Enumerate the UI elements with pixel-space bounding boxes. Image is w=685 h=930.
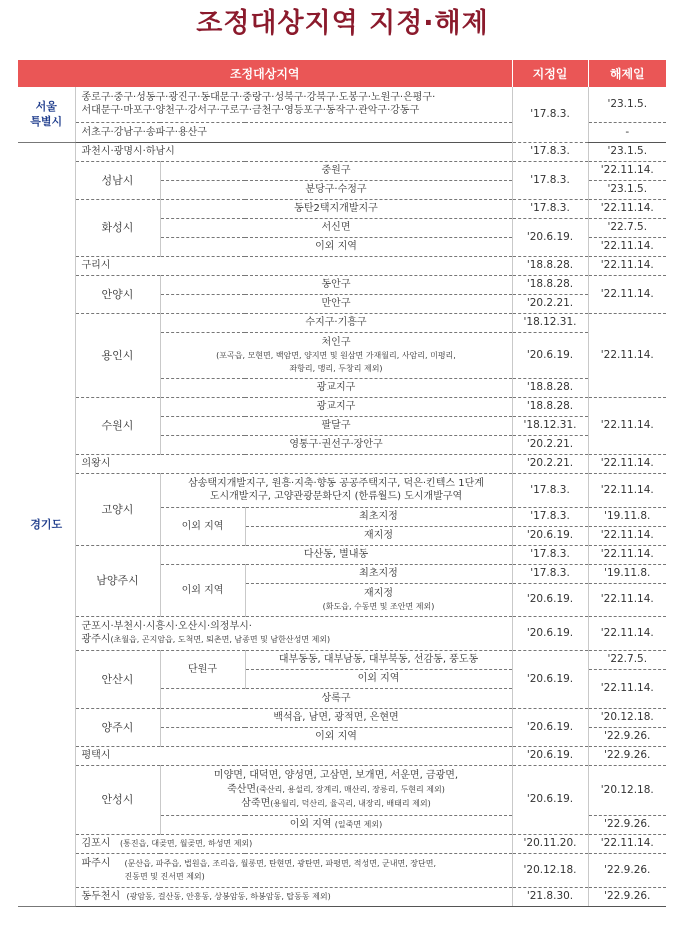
area-line: 군포시·부천시·시흥시·오산시·의정부시· [81, 621, 252, 632]
area-cell: 과천시·광명시·하남시 [75, 142, 512, 161]
area-name: 광주시 [81, 634, 111, 645]
released-date: '22.11.14. [588, 669, 666, 708]
area-cell: 구리시 [75, 256, 512, 275]
area-line [167, 797, 506, 811]
sub-area-cell: 다산동, 별내동 [160, 545, 512, 564]
sub-area-cell: 이외 지역 [245, 669, 512, 688]
designated-date: '18.12.31. [512, 416, 588, 435]
designated-date: '20.6.19. [512, 746, 588, 765]
released-date: '22.11.14. [588, 583, 666, 616]
sub-area-cell: 동탄2택지개발지구 [160, 199, 512, 218]
released-date: '22.11.14. [588, 256, 666, 275]
exclusion-note: (통진읍, 대곶면, 월곶면, 하성면 제외) [120, 839, 253, 848]
area-name: 삼죽면 [241, 798, 271, 809]
sub-area-cell: 백석읍, 남면, 광적면, 은현면 [160, 708, 512, 727]
table-row [18, 708, 666, 727]
table-row [18, 765, 666, 815]
released-date: '22.9.26. [588, 853, 666, 887]
city-cell: 안성시 [75, 765, 160, 834]
area-cell: 종로구·중구·성동구·광진구·동대문구·중랑구·성북구·강북구·도봉구·노원구·은평구· 서대문구·마포구·양천구·강서구·구로구·금천구·영등포구·동작구·관악구·강동구 [75, 87, 512, 122]
sub-area-cell [160, 815, 512, 834]
exclusion-note: (일죽면 제외) [334, 820, 383, 829]
city-cell: 성남시 [75, 161, 160, 199]
designated-date: '20.6.19. [512, 765, 588, 834]
exclusion-note: (초월읍, 곤지암읍, 도척면, 퇴촌면, 남종면 및 남한산성면 제외) [110, 635, 331, 644]
designated-date: '17.8.3. [512, 473, 588, 507]
sub-area-cell: 서신면 [160, 218, 512, 237]
sub-area-cell: 동안구 [160, 275, 512, 294]
released-date: '22.11.14. [588, 616, 666, 650]
released-date: '23.1.5. [588, 180, 666, 199]
designated-date: '20.12.18. [512, 853, 588, 887]
sub-area-cell: 분당구·수정구 [160, 180, 512, 199]
designated-date: '17.8.3. [512, 87, 588, 142]
table-row [18, 887, 666, 906]
area-cell: 평택시 [75, 746, 512, 765]
sub-area-cell: 광교지구 [160, 378, 512, 397]
exclusion-note: (문산읍, 파주읍, 법원읍, 조리읍, 월롱면, 탄현면, 광탄면, 파평면, 적성면, 군내면, 장단면, 진동면 및 진서면 제외) [124, 859, 437, 881]
released-date: '22.9.26. [588, 815, 666, 834]
designated-date: '20.6.19. [512, 583, 588, 616]
city-cell: 화성시 [75, 199, 160, 256]
sub-area-cell: 영통구·권선구·장안구 [160, 435, 512, 454]
area-cell [75, 887, 512, 906]
table-row [18, 616, 666, 650]
released-date: '22.7.5. [588, 218, 666, 237]
released-date: '20.12.18. [588, 708, 666, 727]
designated-date: '17.8.3. [512, 161, 588, 199]
designated-date: '18.8.28. [512, 275, 588, 294]
header-designated: 지정일 [512, 60, 588, 87]
region-gyeonggi: 경기도 [18, 142, 75, 906]
area-cell [75, 616, 512, 650]
city-cell: 고양시 [75, 473, 160, 545]
sub-area-cell: 만안구 [160, 294, 512, 313]
sub-area-cell: 삼송택지개발지구, 원흥·지축·향동 공공주택지구, 덕은·킨텍스 1단계 도시개발지구, 고양관광문화단지 (한류월드) 도시개발구역 [160, 473, 512, 507]
released-date: '19.11.8. [588, 564, 666, 583]
designated-date: '18.8.28. [512, 256, 588, 275]
designated-date: '17.8.3. [512, 564, 588, 583]
sub-area-cell: 상록구 [160, 688, 512, 708]
city-cell: 안산시 [75, 650, 160, 708]
city-cell: 남양주시 [75, 545, 160, 616]
sub-area-cell: 팔달구 [160, 416, 512, 435]
header-released: 해제일 [588, 60, 666, 87]
designation-table [18, 60, 666, 907]
area-cell: 의왕시 [75, 454, 512, 473]
sub-area-name: 처인구 [321, 336, 351, 348]
area-line [167, 783, 506, 797]
area-name: 동두천시 [81, 891, 121, 902]
table-row [18, 275, 666, 294]
area-name: 이외 지역 [289, 819, 332, 830]
released-date: '23.1.5. [588, 142, 666, 161]
area-line: 미양면, 대덕면, 양성면, 고삼면, 보개면, 서운면, 금광면, [213, 770, 459, 781]
area-name: 파주시 [81, 858, 111, 869]
sub-area-cell [160, 332, 512, 378]
area-cell [75, 834, 512, 853]
designated-date: '20.6.19. [512, 616, 588, 650]
exclusion-note: (화도읍, 수동면 및 조안면 제외) [322, 601, 435, 611]
header-area: 조정대상지역 [18, 60, 512, 87]
table-row [18, 87, 666, 122]
page-title: 조정대상지역 지정·해제 [196, 8, 489, 39]
sub-area-name: 재지정 [364, 587, 393, 599]
sub-area-cell: 최초지정 [245, 564, 512, 583]
sub-area-cell: 이외 지역 [160, 237, 512, 256]
designated-date: '21.8.30. [512, 887, 588, 906]
designated-date: '20.2.21. [512, 454, 588, 473]
sub-area-cell: 중원구 [160, 161, 512, 180]
released-date: '22.11.14. [588, 199, 666, 218]
table-row [18, 545, 666, 564]
released-date: '22.11.14. [588, 275, 666, 313]
released-date: '22.7.5. [588, 650, 666, 669]
designated-date: '20.2.21. [512, 294, 588, 313]
designated-date: '18.8.28. [512, 378, 588, 397]
city-cell: 수원시 [75, 397, 160, 454]
designated-date: '17.8.3. [512, 142, 588, 161]
released-date: '22.11.14. [588, 161, 666, 180]
designated-date: '17.8.3. [512, 545, 588, 564]
city-cell: 안양시 [75, 275, 160, 313]
designated-date: '20.6.19. [512, 650, 588, 708]
table-row [18, 161, 666, 180]
exclusion-note: (죽산리, 용설리, 장계리, 매산리, 장릉리, 두현리 제외) [256, 785, 445, 794]
released-date: '22.11.14. [588, 545, 666, 564]
sub-area-cell: 최초지정 [245, 507, 512, 526]
table-row [18, 256, 666, 275]
released-date: '22.11.14. [588, 526, 666, 545]
designated-date: '20.11.20. [512, 834, 588, 853]
region-seoul: 서울 특별시 [18, 87, 75, 142]
table-row [18, 142, 666, 161]
sub-area-cell [245, 583, 512, 616]
other-area-cell: 이외 지역 [160, 564, 245, 616]
city-cell: 양주시 [75, 708, 160, 746]
area-name: 김포시 [81, 838, 111, 849]
sub-area-cell: 수지구·기흥구 [160, 313, 512, 332]
paju-inner [82, 857, 437, 883]
designated-date: '20.6.19. [512, 526, 588, 545]
other-area-cell: 이외 지역 [160, 507, 245, 545]
sub-area-cell: 이외 지역 [160, 727, 512, 746]
released-date: '22.11.14. [588, 313, 666, 397]
designated-date: '17.8.3. [512, 199, 588, 218]
released-date: '23.1.5. [588, 87, 666, 122]
table-row [18, 746, 666, 765]
designated-date: '20.6.19. [512, 332, 588, 378]
sub-area-cell: 대부동동, 대부남동, 대부북동, 선감동, 풍도동 [245, 650, 512, 669]
area-cell: 서초구·강남구·송파구·용산구 [75, 122, 512, 142]
released-date: '22.9.26. [588, 746, 666, 765]
table-row [18, 454, 666, 473]
sub-area-cell [160, 765, 512, 815]
sub-area-cell: 재지정 [245, 526, 512, 545]
table-row [18, 834, 666, 853]
table-row [18, 397, 666, 416]
designated-date: '18.8.28. [512, 397, 588, 416]
table-row [18, 313, 666, 332]
district-cell: 단원구 [160, 650, 245, 688]
exclusion-note: (광암동, 걸산동, 안흥동, 상봉암동, 하봉암동, 탑동동 제외) [126, 892, 331, 901]
table-row [18, 199, 666, 218]
designated-date: '17.8.3. [512, 507, 588, 526]
area-line [82, 633, 506, 646]
released-date: - [588, 122, 666, 142]
released-date: '22.9.26. [588, 727, 666, 746]
area-cell [75, 853, 512, 887]
exclusion-note: (포곡읍, 모현면, 백암면, 양지면 및 원삼면 가재월리, 사암리, 미평리, 좌항리, 맹리, 두창리 제외) [216, 350, 456, 373]
designated-date: '20.6.19. [512, 708, 588, 746]
table-row [18, 650, 666, 669]
released-date: '22.11.14. [588, 473, 666, 507]
released-date: '22.9.26. [588, 887, 666, 906]
city-cell: 용인시 [75, 313, 160, 397]
designated-date: '20.2.21. [512, 435, 588, 454]
released-date: '20.12.18. [588, 765, 666, 815]
released-date: '22.11.14. [588, 397, 666, 454]
released-date: '22.11.14. [588, 237, 666, 256]
table-row [18, 853, 666, 887]
designated-date: '20.6.19. [512, 218, 588, 256]
header-row [18, 60, 666, 87]
sub-area-cell: 광교지구 [160, 397, 512, 416]
designated-date: '18.12.31. [512, 313, 588, 332]
exclusion-note: (용월리, 덕산리, 율곡리, 내장리, 배태리 제외) [270, 799, 431, 808]
area-name: 죽산면 [227, 784, 257, 795]
table-row [18, 473, 666, 507]
released-date: '22.11.14. [588, 454, 666, 473]
released-date: '22.11.14. [588, 834, 666, 853]
released-date: '19.11.8. [588, 507, 666, 526]
